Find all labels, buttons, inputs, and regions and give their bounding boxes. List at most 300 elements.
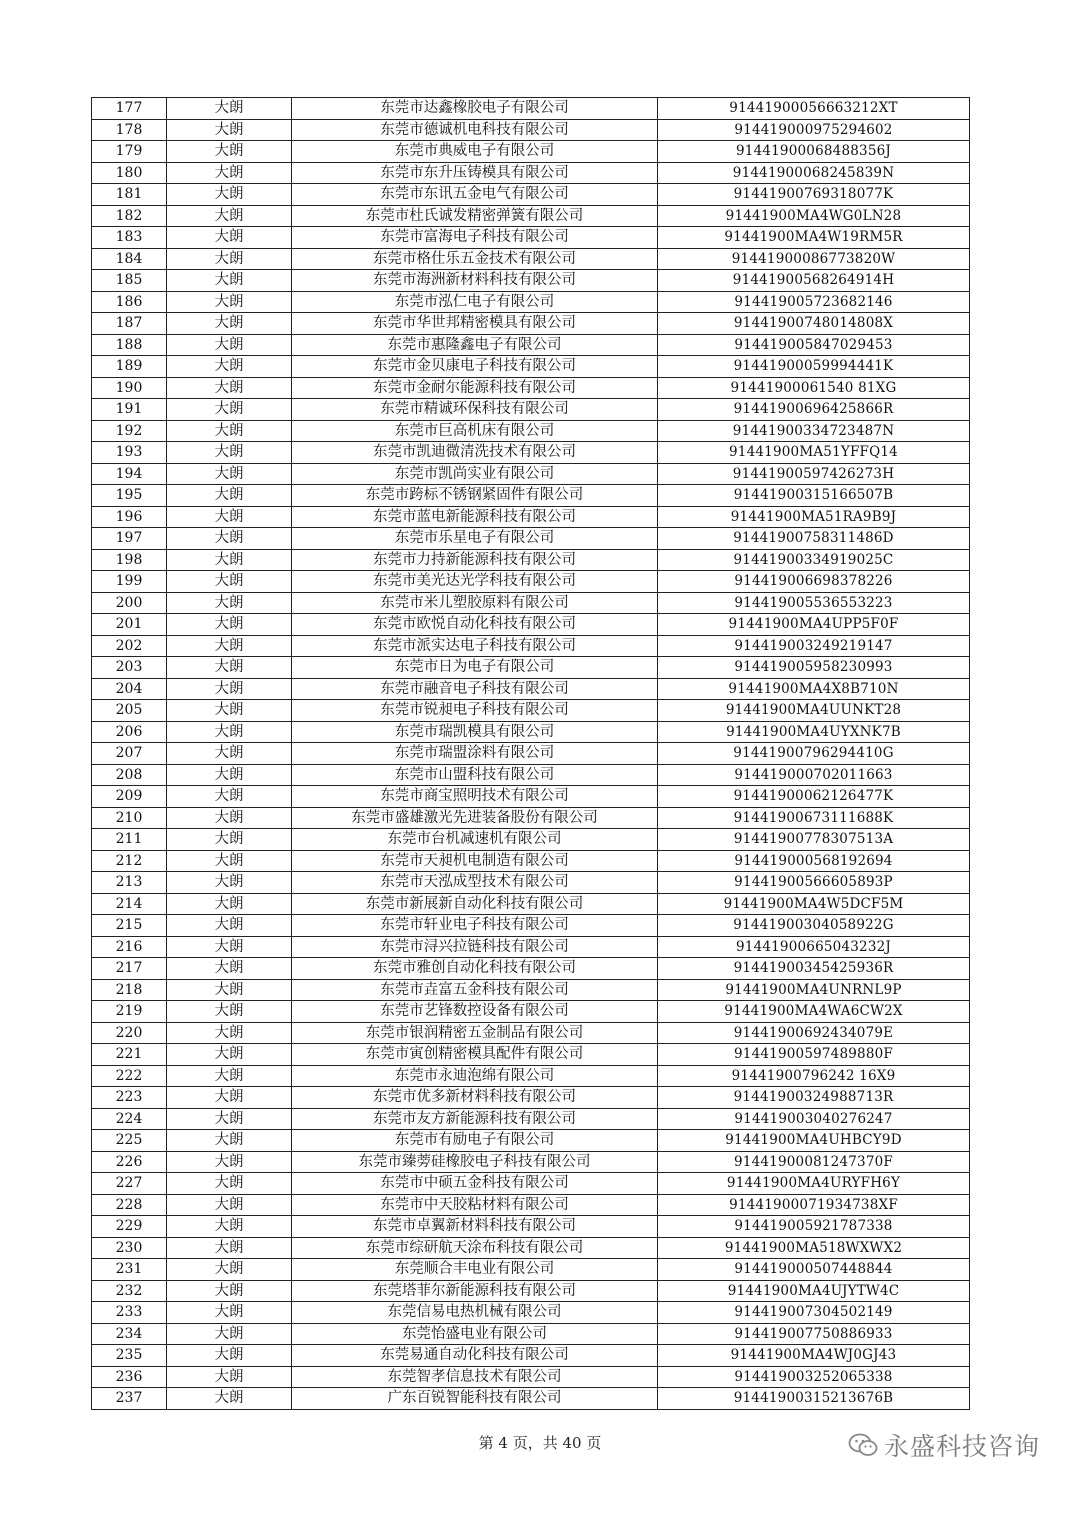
town: 大朗 [167,270,292,292]
town: 大朗 [167,485,292,507]
table-body [92,98,970,1410]
company-name: 东莞市东讯五金电气有限公司 [292,184,658,206]
row-number: 218 [92,979,167,1001]
table-row [92,1022,970,1044]
credit-code: 91441900796294410G [658,743,970,765]
company-name: 东莞市山盟科技有限公司 [292,764,658,786]
town: 大朗 [167,399,292,421]
company-name: 东莞市杜氏诚发精密弹簧有限公司 [292,205,658,227]
table-row [92,872,970,894]
credit-code: 91441900MA51RA9B9J [658,506,970,528]
credit-code: 91441900086773820W [658,248,970,270]
table-row [92,1044,970,1066]
row-number: 228 [92,1194,167,1216]
table-row [92,829,970,851]
table-row [92,205,970,227]
company-name: 东莞市友方新能源科技有限公司 [292,1108,658,1130]
credit-code: 91441900MA4UPP5F0F [658,614,970,636]
row-number: 183 [92,227,167,249]
table-row [92,98,970,120]
town: 大朗 [167,248,292,270]
credit-code: 91441900MA51YFFQ14 [658,442,970,464]
credit-code: 91441900345425936R [658,958,970,980]
town: 大朗 [167,506,292,528]
row-number: 229 [92,1216,167,1238]
row-number: 215 [92,915,167,937]
town: 大朗 [167,1108,292,1130]
table-row [92,506,970,528]
table-row [92,485,970,507]
credit-code: 914419005536553223 [658,592,970,614]
row-number: 232 [92,1280,167,1302]
town: 大朗 [167,1366,292,1388]
company-name: 东莞市新展新自动化科技有限公司 [292,893,658,915]
credit-code: 91441900304058922G [658,915,970,937]
credit-code: 91441900796242 16X9 [658,1065,970,1087]
company-name: 东莞市优多新材料科技有限公司 [292,1087,658,1109]
table-row [92,270,970,292]
town: 大朗 [167,571,292,593]
company-name: 东莞市泓仁电子有限公司 [292,291,658,313]
town: 大朗 [167,657,292,679]
credit-code: 91441900597426273H [658,463,970,485]
town: 大朗 [167,1323,292,1345]
credit-code: 91441900MA4WG0LN28 [658,205,970,227]
row-number: 193 [92,442,167,464]
credit-code: 91441900056663212XT [658,98,970,120]
town: 大朗 [167,786,292,808]
town: 大朗 [167,377,292,399]
town: 大朗 [167,915,292,937]
row-number: 203 [92,657,167,679]
company-name: 东莞市浔兴拉链科技有限公司 [292,936,658,958]
row-number: 186 [92,291,167,313]
table-row [92,334,970,356]
table-row [92,635,970,657]
row-number: 214 [92,893,167,915]
row-number: 224 [92,1108,167,1130]
company-name: 东莞市乐星电子有限公司 [292,528,658,550]
table-row [92,614,970,636]
row-number: 210 [92,807,167,829]
company-name: 东莞市东升压铸模具有限公司 [292,162,658,184]
company-name: 东莞智孝信息技术有限公司 [292,1366,658,1388]
credit-code: 91441900MA518WXWX2 [658,1237,970,1259]
town: 大朗 [167,528,292,550]
row-number: 208 [92,764,167,786]
company-name: 东莞市精诚环保科技有限公司 [292,399,658,421]
company-name: 东莞市盛雄激光先进装备股份有限公司 [292,807,658,829]
row-number: 206 [92,721,167,743]
town: 大朗 [167,356,292,378]
credit-code: 91441900566605893P [658,872,970,894]
row-number: 199 [92,571,167,593]
credit-code: 91441900748014808X [658,313,970,335]
company-name: 东莞市海洲新材料科技有限公司 [292,270,658,292]
table-row [92,721,970,743]
town: 大朗 [167,700,292,722]
row-number: 195 [92,485,167,507]
row-number: 213 [92,872,167,894]
company-name: 东莞塔菲尔新能源科技有限公司 [292,1280,658,1302]
town: 大朗 [167,1345,292,1367]
town: 大朗 [167,743,292,765]
company-name: 东莞市综研航天涂布科技有限公司 [292,1237,658,1259]
town: 大朗 [167,1237,292,1259]
row-number: 194 [92,463,167,485]
credit-code: 914419000975294602 [658,119,970,141]
credit-code: 91441900059994441K [658,356,970,378]
company-name: 东莞市台机减速机有限公司 [292,829,658,851]
town: 大朗 [167,291,292,313]
credit-code: 91441900673111688K [658,807,970,829]
company-name: 东莞市巨高机床有限公司 [292,420,658,442]
town: 大朗 [167,119,292,141]
table-row [92,313,970,335]
town: 大朗 [167,1065,292,1087]
row-number: 197 [92,528,167,550]
town: 大朗 [167,635,292,657]
town: 大朗 [167,807,292,829]
town: 大朗 [167,98,292,120]
credit-code: 91441900MA4WJ0GJ43 [658,1345,970,1367]
credit-code: 91441900597489880F [658,1044,970,1066]
table-row [92,1323,970,1345]
row-number: 227 [92,1173,167,1195]
credit-code: 914419007750886933 [658,1323,970,1345]
row-number: 237 [92,1388,167,1410]
town: 大朗 [167,614,292,636]
row-number: 190 [92,377,167,399]
credit-code: 91441900696425866R [658,399,970,421]
row-number: 233 [92,1302,167,1324]
company-name: 东莞市轩业电子科技有限公司 [292,915,658,937]
credit-code: 91441900071934738XF [658,1194,970,1216]
town: 大朗 [167,463,292,485]
wechat-icon [848,1432,878,1458]
table-row [92,786,970,808]
row-number: 235 [92,1345,167,1367]
row-number: 212 [92,850,167,872]
table-row [92,1216,970,1238]
town: 大朗 [167,1044,292,1066]
table-row [92,958,970,980]
company-name: 东莞市瑞盟涂料有限公司 [292,743,658,765]
row-number: 188 [92,334,167,356]
table-row [92,592,970,614]
town: 大朗 [167,1087,292,1109]
credit-code: 914419003252065338 [658,1366,970,1388]
company-name: 东莞市天泓成型技术有限公司 [292,872,658,894]
row-number: 177 [92,98,167,120]
table-row [92,979,970,1001]
row-number: 234 [92,1323,167,1345]
company-name: 东莞市垚富五金科技有限公司 [292,979,658,1001]
company-name: 东莞易通自动化科技有限公司 [292,1345,658,1367]
company-name: 东莞市美光达光学科技有限公司 [292,571,658,593]
credit-code: 91441900MA4WA6CW2X [658,1001,970,1023]
table-row [92,184,970,206]
credit-code: 91441900061540 81XG [658,377,970,399]
table-row [92,1366,970,1388]
company-name: 东莞市凯尚实业有限公司 [292,463,658,485]
town: 大朗 [167,1388,292,1410]
credit-code: 91441900MA4UJYTW4C [658,1280,970,1302]
credit-code: 91441900665043232J [658,936,970,958]
town: 大朗 [167,936,292,958]
row-number: 209 [92,786,167,808]
row-number: 223 [92,1087,167,1109]
town: 大朗 [167,1151,292,1173]
town: 大朗 [167,721,292,743]
town: 大朗 [167,1259,292,1281]
company-name: 东莞市格仕乐五金技术有限公司 [292,248,658,270]
row-number: 226 [92,1151,167,1173]
row-number: 230 [92,1237,167,1259]
company-name: 东莞市银润精密五金制品有限公司 [292,1022,658,1044]
row-number: 200 [92,592,167,614]
town: 大朗 [167,1001,292,1023]
company-name: 东莞市雅创自动化科技有限公司 [292,958,658,980]
table-row [92,119,970,141]
table-row [92,893,970,915]
company-name: 东莞市力持新能源科技有限公司 [292,549,658,571]
row-number: 191 [92,399,167,421]
company-name: 东莞市艺锋数控设备有限公司 [292,1001,658,1023]
row-number: 182 [92,205,167,227]
town: 大朗 [167,442,292,464]
company-name: 东莞市德诚机电科技有限公司 [292,119,658,141]
table-row [92,356,970,378]
credit-code: 914419000568192694 [658,850,970,872]
town: 大朗 [167,184,292,206]
table-row [92,850,970,872]
company-name: 东莞市卓翼新材料科技有限公司 [292,1216,658,1238]
row-number: 180 [92,162,167,184]
company-name: 东莞市凯迪微清洗技术有限公司 [292,442,658,464]
credit-code: 91441900568264914H [658,270,970,292]
row-number: 178 [92,119,167,141]
credit-code: 91441900068245839N [658,162,970,184]
table-row [92,743,970,765]
row-number: 231 [92,1259,167,1281]
table-row [92,1108,970,1130]
credit-code: 91441900062126477K [658,786,970,808]
row-number: 189 [92,356,167,378]
credit-code: 91441900769318077K [658,184,970,206]
company-name: 东莞市中天胶粘材料有限公司 [292,1194,658,1216]
credit-code: 914419005921787338 [658,1216,970,1238]
row-number: 216 [92,936,167,958]
company-name: 东莞市跨标不锈钢紧固件有限公司 [292,485,658,507]
table-row [92,571,970,593]
table-row [92,162,970,184]
row-number: 179 [92,141,167,163]
row-number: 205 [92,700,167,722]
credit-code: 91441900778307513A [658,829,970,851]
table-row [92,463,970,485]
credit-code: 91441900MA4UHBCY9D [658,1130,970,1152]
row-number: 222 [92,1065,167,1087]
row-number: 225 [92,1130,167,1152]
credit-code: 91441900324988713R [658,1087,970,1109]
town: 大朗 [167,1022,292,1044]
table-row [92,1151,970,1173]
company-table [91,97,970,1410]
company-name: 东莞市蓝电新能源科技有限公司 [292,506,658,528]
table-row [92,1388,970,1410]
table-row [92,678,970,700]
town: 大朗 [167,592,292,614]
row-number: 217 [92,958,167,980]
row-number: 196 [92,506,167,528]
table-row [92,1087,970,1109]
row-number: 181 [92,184,167,206]
credit-code: 91441900334919025C [658,549,970,571]
town: 大朗 [167,313,292,335]
town: 大朗 [167,227,292,249]
table-row [92,936,970,958]
credit-code: 91441900MA4W5DCF5M [658,893,970,915]
credit-code: 91441900692434079E [658,1022,970,1044]
table-row [92,1302,970,1324]
town: 大朗 [167,829,292,851]
credit-code: 914419006698378226 [658,571,970,593]
town: 大朗 [167,205,292,227]
town: 大朗 [167,549,292,571]
town: 大朗 [167,1216,292,1238]
table-row [92,915,970,937]
town: 大朗 [167,979,292,1001]
row-number: 187 [92,313,167,335]
row-number: 185 [92,270,167,292]
row-number: 220 [92,1022,167,1044]
table-row [92,1280,970,1302]
town: 大朗 [167,1173,292,1195]
company-name: 东莞市天昶机电制造有限公司 [292,850,658,872]
credit-code: 91441900315166507B [658,485,970,507]
credit-code: 91441900758311486D [658,528,970,550]
credit-code: 91441900068488356J [658,141,970,163]
company-name: 广东百锐智能科技有限公司 [292,1388,658,1410]
town: 大朗 [167,678,292,700]
table-row [92,1173,970,1195]
credit-code: 914419005723682146 [658,291,970,313]
table-row [92,248,970,270]
table-row [92,1194,970,1216]
row-number: 198 [92,549,167,571]
credit-code: 91441900MA4URYFH6Y [658,1173,970,1195]
row-number: 207 [92,743,167,765]
row-number: 204 [92,678,167,700]
company-name: 东莞市米儿塑胶原料有限公司 [292,592,658,614]
table-row [92,141,970,163]
credit-code: 914419003040276247 [658,1108,970,1130]
company-name: 东莞顺合丰电业有限公司 [292,1259,658,1281]
town: 大朗 [167,764,292,786]
credit-code: 91441900315213676B [658,1388,970,1410]
town: 大朗 [167,850,292,872]
town: 大朗 [167,893,292,915]
company-name: 东莞市华世邦精密模具有限公司 [292,313,658,335]
credit-code: 91441900334723487N [658,420,970,442]
table-row [92,377,970,399]
table-row [92,657,970,679]
row-number: 192 [92,420,167,442]
company-name: 东莞市融音电子科技有限公司 [292,678,658,700]
table-row [92,764,970,786]
table-row [92,528,970,550]
company-name: 东莞市中硕五金科技有限公司 [292,1173,658,1195]
watermark [848,1427,1040,1463]
company-name: 东莞市臻蒡硅橡胶电子科技有限公司 [292,1151,658,1173]
credit-code: 914419000507448844 [658,1259,970,1281]
town: 大朗 [167,334,292,356]
credit-code: 91441900MA4UYXNK7B [658,721,970,743]
credit-code: 91441900MA4UNRNL9P [658,979,970,1001]
town: 大朗 [167,420,292,442]
row-number: 202 [92,635,167,657]
page-footer: 第 4 页，共 40 页 [478,1434,602,1452]
table-row [92,399,970,421]
credit-code: 914419003249219147 [658,635,970,657]
row-number: 219 [92,1001,167,1023]
credit-code: 91441900MA4W19RM5R [658,227,970,249]
town: 大朗 [167,141,292,163]
credit-code: 91441900MA4UUNKT28 [658,700,970,722]
table-row [92,807,970,829]
company-name: 东莞市惠隆鑫电子有限公司 [292,334,658,356]
row-number: 236 [92,1366,167,1388]
company-name: 东莞信易电热机械有限公司 [292,1302,658,1324]
table-row [92,1130,970,1152]
company-name: 东莞市金耐尔能源科技有限公司 [292,377,658,399]
town: 大朗 [167,1302,292,1324]
credit-code: 914419007304502149 [658,1302,970,1324]
town: 大朗 [167,1280,292,1302]
company-name: 东莞市瑞凯模具有限公司 [292,721,658,743]
company-name: 东莞市富海电子科技有限公司 [292,227,658,249]
company-name: 东莞市典威电子有限公司 [292,141,658,163]
credit-code: 914419000702011663 [658,764,970,786]
company-name: 东莞市锐昶电子科技有限公司 [292,700,658,722]
table-row [92,420,970,442]
company-name: 东莞市欧悦自动化科技有限公司 [292,614,658,636]
town: 大朗 [167,162,292,184]
table-row [92,1237,970,1259]
table-row [92,1065,970,1087]
row-number: 184 [92,248,167,270]
table-row [92,549,970,571]
table-row [92,700,970,722]
row-number: 201 [92,614,167,636]
table-row [92,1001,970,1023]
town: 大朗 [167,872,292,894]
table-row [92,1345,970,1367]
credit-code: 91441900081247370F [658,1151,970,1173]
table-row [92,1259,970,1281]
credit-code: 914419005958230993 [658,657,970,679]
credit-code: 914419005847029453 [658,334,970,356]
town: 大朗 [167,1194,292,1216]
table-row [92,442,970,464]
row-number: 221 [92,1044,167,1066]
table-row [92,291,970,313]
watermark-text: 永盛科技咨询 [884,1432,1041,1461]
company-name: 东莞市永迪泡绵有限公司 [292,1065,658,1087]
company-name: 东莞市日为电子有限公司 [292,657,658,679]
company-name: 东莞市寅创精密模具配件有限公司 [292,1044,658,1066]
